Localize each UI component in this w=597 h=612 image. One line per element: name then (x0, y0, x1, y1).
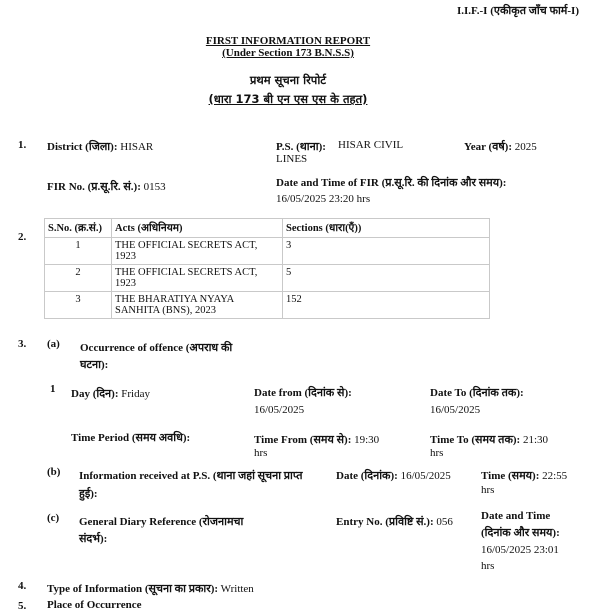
info-date-value: 16/05/2025 (400, 470, 451, 482)
fir-value: 0153 (143, 181, 166, 193)
report-subtitle: (Under Section 173 B.N.S.S) (222, 47, 354, 59)
time-from-field (254, 432, 379, 447)
info-time-value: 22:55 (542, 470, 568, 482)
info-date-field (336, 468, 451, 483)
gd-datetime-hrs: hrs (481, 560, 495, 572)
row-section: 152 (283, 292, 490, 319)
day-value: Friday (121, 388, 150, 400)
row-section: 3 (283, 238, 490, 265)
time-from-label: Time From (समय से): (254, 434, 352, 446)
day-field (71, 386, 150, 401)
fir-field (47, 179, 166, 194)
entry-no-value: 056 (436, 516, 453, 528)
info-type-label: Type of Information (सूचना का प्रकार): (47, 583, 219, 595)
place-of-occurrence-label: Place of Occurrence (47, 599, 142, 611)
occurrence-label-line2: घटना): (80, 359, 109, 371)
acts-table-header (45, 219, 490, 238)
info-time-hrs: hrs (481, 484, 495, 496)
row-section: 5 (283, 265, 490, 292)
info-time-field (481, 468, 567, 483)
form-id: I.I.F.-I (एकीकृत जाँच फार्म-I) (457, 5, 579, 17)
row-act: THE OFFICIAL SECRETS ACT, 1923 (112, 238, 283, 265)
entry-no-label: Entry No. (प्रविष्टि सं.): (336, 516, 434, 528)
day-label: Day (दिन): (71, 388, 119, 400)
time-to-label: Time To (समय तक): (430, 434, 521, 446)
sub-a-marker: (a) (47, 338, 60, 350)
gd-reference-label-line2: संदर्भ): (79, 533, 108, 545)
header-sno: S.No. (क्र.सं.) (45, 219, 112, 238)
date-from-label: Date from (दिनांक से): (254, 387, 352, 399)
report-title-hindi: प्रथम सूचना रिपोर्ट (249, 73, 327, 87)
gd-reference-label-line1: General Diary Reference (रोजनामचा (79, 516, 244, 528)
info-date-label: Date (दिनांक): (336, 470, 398, 482)
row-sno: 1 (45, 238, 112, 265)
time-to-hrs: hrs (430, 447, 444, 459)
year-value: 2025 (514, 141, 537, 153)
ps-label: P.S. (थाना): (276, 141, 326, 153)
info-type-field (47, 581, 254, 596)
header-sections: Sections (धारा(एँ)) (283, 219, 490, 238)
section-4-number: 4. (18, 580, 27, 592)
section-5-number: 5. (18, 600, 27, 612)
section-1-number: 1. (18, 139, 27, 151)
time-to-value: 21:30 (522, 434, 549, 446)
year-label: Year (वर्ष): (464, 141, 513, 153)
district-label: District (जिला): (47, 141, 118, 153)
table-row (45, 238, 490, 265)
year-field (464, 139, 537, 154)
report-subtitle-hindi: (धारा 173 बी एन एस एस के तहत) (208, 92, 368, 106)
section-2-number: 2. (18, 231, 27, 243)
section-3-number: 3. (18, 338, 27, 350)
info-received-label-line1: Information received at P.S. (थाना जहां सूचना प्राप्त (79, 470, 303, 482)
time-to-field (430, 432, 548, 447)
occurrence-label-line1: Occurrence of offence (अपराध की (80, 342, 233, 354)
fir-datetime-value: 16/05/2025 23:20 hrs (276, 193, 371, 205)
sub-b-marker: (b) (47, 466, 61, 478)
district-value: HISAR (120, 141, 154, 153)
row-act: THE BHARATIYA NYAYA SANHITA (BNS), 2023 (112, 292, 283, 319)
report-title: FIRST INFORMATION REPORT (205, 35, 371, 47)
date-from-value: 16/05/2025 (254, 404, 305, 416)
date-to-label: Date To (दिनांक तक): (430, 387, 524, 399)
district-field (47, 139, 153, 154)
row-sno: 3 (45, 292, 112, 319)
fir-label: FIR No. (प्र.सू.रि. सं.): (47, 181, 141, 193)
table-row (45, 292, 490, 319)
header-acts: Acts (अधिनियम) (112, 219, 283, 238)
time-period-label: Time Period (समय अवधि): (71, 432, 191, 444)
ps-value-line1: HISAR CIVIL (338, 139, 404, 151)
fir-datetime-label: Date and Time of FIR (प्र.सू.रि. की दिनांक और समय): (276, 177, 507, 189)
sub-1-marker: 1 (50, 383, 56, 395)
gd-datetime-label-line1: Date and Time (481, 510, 551, 522)
time-from-hrs: hrs (254, 447, 268, 459)
date-to-value: 16/05/2025 (430, 404, 481, 416)
gd-datetime-value: 16/05/2025 23:01 (481, 544, 559, 556)
ps-value-line2: LINES (276, 153, 308, 165)
info-received-label-line2: हुई): (79, 488, 98, 500)
gd-datetime-label-line2: (दिनांक और समय): (481, 527, 560, 539)
info-time-label: Time (समय): (481, 470, 540, 482)
row-sno: 2 (45, 265, 112, 292)
time-from-value: 19:30 (354, 434, 380, 446)
sub-c-marker: (c) (47, 512, 60, 524)
info-type-value: Written (220, 583, 254, 595)
acts-table (44, 218, 490, 319)
table-row (45, 265, 490, 292)
row-act: THE OFFICIAL SECRETS ACT, 1923 (112, 265, 283, 292)
entry-no-field (336, 514, 453, 529)
